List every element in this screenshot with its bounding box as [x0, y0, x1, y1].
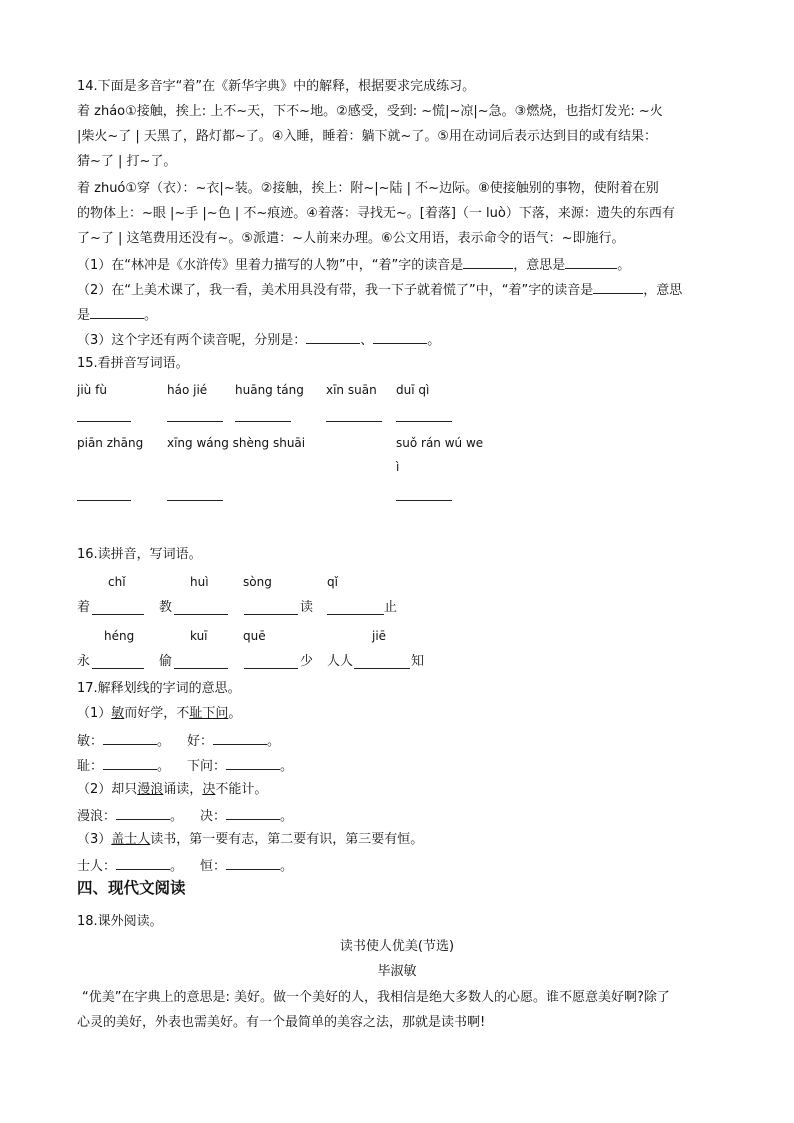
answer-line[interactable] [174, 668, 228, 669]
answer-line[interactable] [396, 421, 452, 422]
period: 。 [280, 809, 294, 824]
period: 。 [280, 859, 294, 874]
pinyin-label: sòng [243, 575, 272, 589]
q17-sentence-2 [77, 781, 267, 799]
word-char: 着 [77, 600, 91, 615]
underlined-word: 敏 [111, 706, 125, 721]
answer-blank[interactable] [226, 756, 280, 770]
answer-label: 恒： [200, 859, 227, 874]
article-paragraph-line: 心灵的美好，外表也需美好。有一个最简单的美容之法，那就是读书啊! [77, 1015, 486, 1030]
q17-answer-row [77, 731, 280, 751]
answer-label: 好： [187, 734, 214, 749]
q17-sentence-1 [77, 705, 241, 723]
answer-line[interactable] [167, 500, 223, 501]
period: 。 [267, 734, 281, 749]
q14-zhao-line-3: 猜~了 | 打~了。 [77, 154, 177, 169]
q14-sub1-mid: ，意思是 [513, 258, 566, 273]
answer-line[interactable] [77, 421, 131, 422]
answer-blank[interactable] [213, 731, 267, 745]
answer-line[interactable] [174, 614, 228, 615]
answer-label: 决： [200, 809, 227, 824]
answer-blank[interactable] [103, 731, 157, 745]
pinyin-label: qǐ [327, 575, 338, 589]
q14-sub1 [77, 255, 630, 275]
answer-line[interactable] [167, 421, 223, 422]
q14-sub2-cont [77, 305, 157, 325]
q17-title: 17.解释划线的字词的意思。 [77, 681, 241, 696]
q14-sub3-end: 。 [427, 333, 441, 348]
pinyin-label: huì [190, 575, 209, 589]
pinyin-label: xīng wáng shèng shuāi [167, 436, 306, 450]
underlined-word: 盖士人 [111, 832, 151, 847]
answer-blank[interactable] [116, 806, 170, 820]
word-char: 偷 [159, 654, 173, 669]
answer-line[interactable] [326, 421, 382, 422]
period: 。 [170, 809, 184, 824]
word-char: 人人 [327, 654, 354, 669]
answer-blank-reading-1[interactable] [306, 330, 360, 344]
underlined-word: 耻下问 [189, 706, 229, 721]
answer-line[interactable] [92, 614, 144, 615]
pinyin-label: kuī [190, 629, 208, 643]
q17-answer-row [77, 856, 293, 876]
q17-s3-pre: （3） [77, 832, 112, 847]
pinyin-label: xīn suān [326, 383, 377, 397]
answer-line[interactable] [327, 614, 384, 615]
answer-line[interactable] [244, 668, 298, 669]
pinyin-label: jiù fù [77, 383, 107, 397]
q14-zhuo-line-1: 着 zhuó①穿（衣）：~衣|~装。②接触，挨上：附~|~陆 | 不~边际。⑧使接触别的事物，使附着在别 [77, 181, 659, 196]
underlined-word: 决 [202, 782, 216, 797]
q17-s2-mid: 诵读， [163, 782, 203, 797]
article-paragraph-line: “优美”在字典上的意思是: 美好。做一个美好的人，我相信是绝大多数人的心愿。谁不愿意美好啊?除了 [82, 990, 670, 1005]
q17-s2-pre: （2）却只 [77, 782, 138, 797]
q17-s1-pre: （1） [77, 706, 112, 721]
answer-label: 下问： [187, 759, 227, 774]
word-char: 教 [159, 600, 173, 615]
period: 。 [157, 734, 171, 749]
answer-line[interactable] [354, 668, 410, 669]
period: 。 [170, 859, 184, 874]
pinyin-label: suǒ rán wú we [396, 436, 484, 450]
answer-blank[interactable] [226, 806, 280, 820]
word-char: 永 [77, 654, 91, 669]
q14-zhuo-line-2: 的物体上：~眼 |~手 |~色 | 不~痕迹。④着落：寻找无~。[着落]（一 luò）下落，来源：遗失的东西有 [77, 206, 675, 221]
answer-blank-meaning[interactable] [90, 305, 144, 319]
q18-title: 18.课外阅读。 [77, 914, 163, 929]
answer-line[interactable] [92, 668, 144, 669]
underlined-word: 漫浪 [137, 782, 164, 797]
q17-answer-row [77, 756, 293, 776]
q17-sentence-3 [77, 831, 423, 849]
q16-title: 16.读拼音，写词语。 [77, 547, 202, 562]
article-title: 读书使人优美(节选) [339, 939, 455, 954]
q14-sub3 [77, 330, 440, 350]
q17-s1-mid: 而好学，不 [124, 706, 190, 721]
q14-zhao-line-2: |柴火~了 | 天黑了，路灯都~了。④入睡，睡着：躺下就~了。⑤用在动词后表示达到目的或有结果： [77, 129, 658, 144]
q15-title: 15.看拼音写词语。 [77, 356, 189, 371]
article-author: 毕淑敏 [377, 964, 417, 979]
q17-s1-end: 。 [228, 706, 242, 721]
pinyin-label: quē [243, 629, 266, 643]
word-char: 知 [411, 654, 425, 669]
q17-answer-row [77, 806, 293, 826]
answer-blank-reading[interactable] [593, 280, 643, 294]
q14-zhuo-line-3: 了~了 | 这笔费用还没有~。⑤派遣：~人前来办理。⑥公文用语，表示命令的语气：~即施行。 [77, 231, 625, 246]
pinyin-label: duī qì [396, 383, 430, 397]
word-char: 止 [384, 600, 398, 615]
word-char: 读 [300, 600, 314, 615]
q14-sub2-cont-text: 是 [77, 308, 91, 323]
q14-sub3-sep: 、 [360, 333, 374, 348]
answer-blank[interactable] [226, 856, 280, 870]
q14-zhao-line-1: 着 zháo①接触，挨上: 上不~天，下不~地。②感受，受到: ~慌|~凉|~急。③燃烧，也指灯发光: ~火 [77, 104, 663, 119]
period: 。 [157, 759, 171, 774]
q17-s3-end: 读书，第一要有志，第二要有识，第三要有恒。 [150, 832, 424, 847]
q14-sub3-text: （3）这个字还有两个读音呢，分别是： [77, 333, 307, 348]
answer-blank[interactable] [116, 856, 170, 870]
answer-label: 士人： [77, 859, 117, 874]
answer-blank-reading[interactable] [463, 255, 513, 269]
q14-sub1-end: 。 [617, 258, 631, 273]
answer-blank-meaning[interactable] [565, 255, 617, 269]
answer-blank[interactable] [103, 756, 157, 770]
pinyin-label: jiē [372, 629, 387, 643]
pinyin-label: háo jié [167, 383, 208, 397]
period: 。 [280, 759, 294, 774]
q14-sub2-mid: ，意思 [643, 283, 683, 298]
answer-label: 耻： [77, 759, 104, 774]
answer-line[interactable] [396, 500, 452, 501]
pinyin-label: héng [104, 629, 135, 643]
q14-sub2 [77, 280, 682, 300]
pinyin-label: piān zhāng [77, 436, 144, 450]
q14-sub2-text: （2）在“上美术课了，我一看，美术用具没有带，我一下子就着慌了”中，“着”字的读音是 [77, 283, 594, 298]
q14-sub1-text: （1）在“林冲是《水浒传》里着力描写的人物”中，“着”字的读音是 [77, 258, 464, 273]
pinyin-label: huāng táng [235, 383, 304, 397]
q17-s2-end: 不能计。 [215, 782, 268, 797]
section-heading: 四、现代文阅读 [77, 879, 186, 897]
answer-blank-reading-2[interactable] [373, 330, 427, 344]
q14-sub2-end: 。 [144, 308, 158, 323]
answer-line[interactable] [235, 421, 291, 422]
answer-line[interactable] [244, 614, 298, 615]
answer-label: 敏： [77, 734, 104, 749]
word-char: 少 [300, 654, 314, 669]
answer-line[interactable] [77, 500, 131, 501]
pinyin-label: chǐ [108, 575, 126, 589]
q14-title: 14.下面是多音字“着”在《新华字典》中的解释，根据要求完成练习。 [77, 79, 476, 94]
answer-label: 漫浪： [77, 809, 117, 824]
pinyin-label-wrap: ì [396, 460, 400, 474]
